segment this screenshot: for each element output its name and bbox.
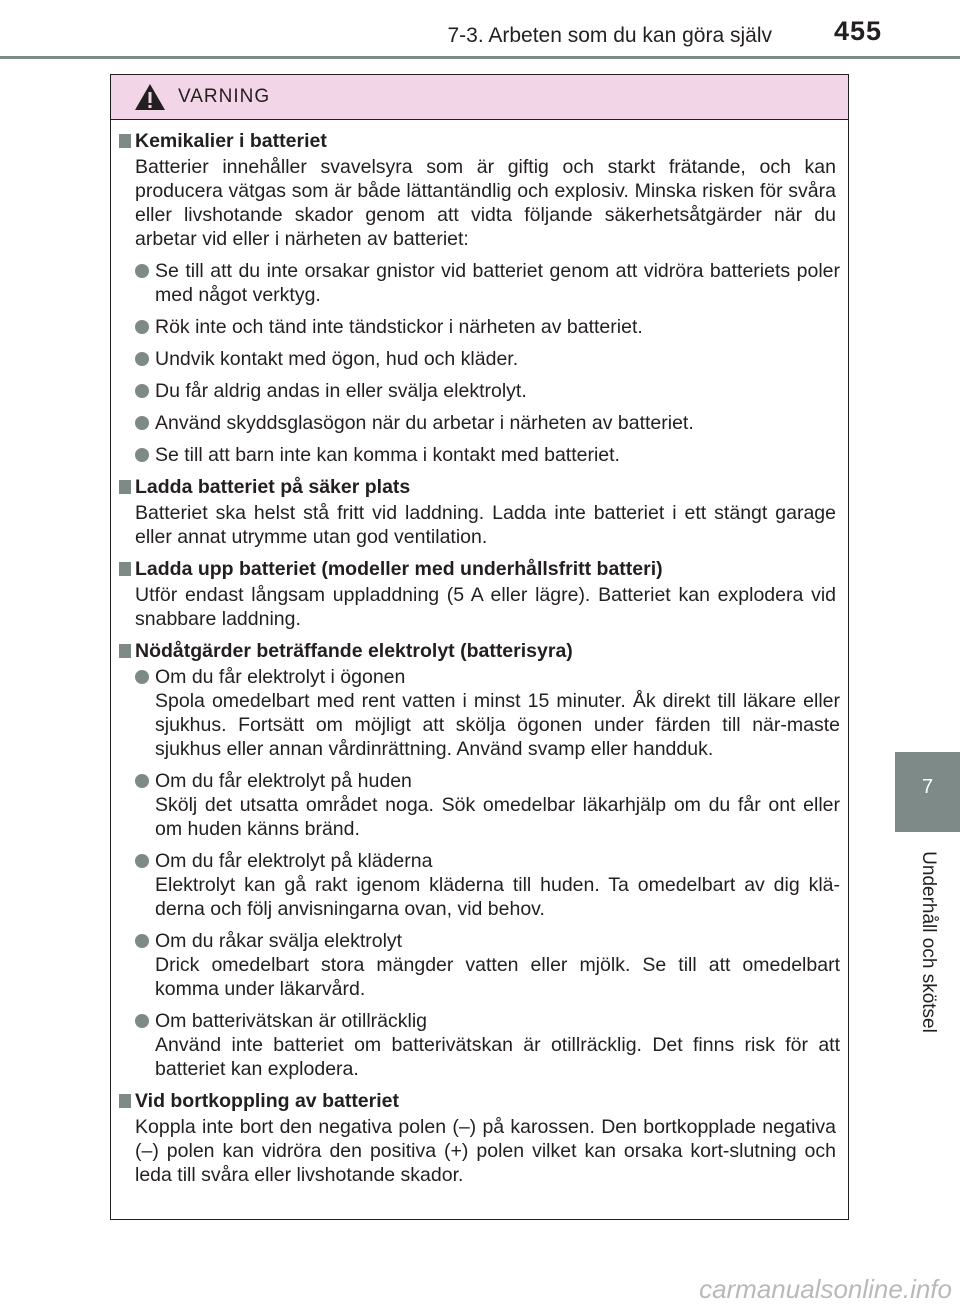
page-number: 455: [833, 16, 882, 46]
list-item-heading: Om batterivätskan är otillräcklig: [155, 1010, 428, 1032]
warning-header: [111, 75, 848, 120]
section-heading: [111, 129, 848, 153]
section-heading-text: Ladda batteriet på säker plats: [135, 476, 411, 498]
section-heading-text: Nödåtgärder beträffande elektrolyt (batterisyra): [135, 640, 573, 662]
section-heading-text: Kemikalier i batteriet: [135, 130, 327, 152]
square-bullet-icon: [119, 480, 131, 494]
list-item-heading: Om du får elektrolyt på kläderna: [155, 850, 433, 872]
square-bullet-icon: [119, 1094, 131, 1108]
list-item: [111, 665, 848, 761]
circle-bullet-icon: [135, 384, 149, 398]
circle-bullet-icon: [135, 352, 149, 366]
list-item-heading: Om du får elektrolyt i ögonen: [155, 666, 406, 688]
list-item-text: Du får aldrig andas in eller svälja elektrolyt.: [155, 380, 527, 402]
section-emergency: [111, 639, 848, 1081]
section-heading: [111, 475, 848, 499]
list-item: [111, 315, 848, 339]
list-item-text: Elektrolyt kan gå rakt igenom kläderna till huden. Ta omedelbart av dig klä-derna och följ anvisningarna ovan, vid behov.: [155, 874, 840, 920]
circle-bullet-icon: [135, 774, 149, 788]
section-safe-charging: [111, 475, 848, 549]
list-item: [111, 379, 848, 403]
section-heading: [111, 557, 848, 581]
list-item: [111, 443, 848, 467]
list-item: [111, 259, 848, 307]
section-heading: [111, 1089, 848, 1113]
list-item-text: Använd inte batteriet om batterivätskan är otillräcklig. Det finns risk för att batteriet kan explodera.: [155, 1034, 840, 1080]
page-header: [0, 0, 960, 60]
list-item-text: Använd skyddsglasögon när du arbetar i närheten av batteriet.: [155, 412, 694, 434]
square-bullet-icon: [119, 134, 131, 148]
list-item: [111, 411, 848, 435]
section-title: 7-3. Arbeten som du kan göra själv: [447, 24, 772, 47]
list-item: [111, 347, 848, 371]
section-heading-text: Ladda upp batteriet (modeller med underhållsfritt batteri): [135, 558, 663, 580]
chapter-number: 7: [921, 776, 934, 798]
list-item-text: Rök inte och tänd inte tändstickor i närheten av batteriet.: [155, 316, 643, 338]
list-item-heading: Om du råkar svälja elektrolyt: [155, 930, 403, 952]
section-paragraph: Batteriet ska helst stå fritt vid laddning. Ladda inte batteriet i ett stängt garage eller annat utrymme utan god ventilation.: [135, 502, 836, 548]
watermark: carmanualsonline.info: [699, 1274, 952, 1304]
section-maintenance-free: [111, 557, 848, 631]
list-item-text: Se till att barn inte kan komma i kontakt med batteriet.: [155, 444, 620, 466]
chapter-label: Underhåll och skötsel: [917, 851, 939, 1033]
circle-bullet-icon: [135, 670, 149, 684]
warning-triangle-icon: [134, 83, 166, 111]
list-item: [111, 769, 848, 841]
list-item: [111, 1009, 848, 1081]
section-paragraph: Utför endast långsam uppladdning (5 A eller lägre). Batteriet kan explodera vid snabbare laddning.: [135, 584, 836, 630]
section-disconnect: [111, 1089, 848, 1187]
circle-bullet-icon: [135, 264, 149, 278]
circle-bullet-icon: [135, 854, 149, 868]
circle-bullet-icon: [135, 320, 149, 334]
square-bullet-icon: [119, 562, 131, 576]
circle-bullet-icon: [135, 934, 149, 948]
list-item: [111, 849, 848, 921]
section-heading-text: Vid bortkoppling av batteriet: [135, 1090, 400, 1112]
warning-content: [111, 129, 848, 1195]
section-chemicals: [111, 129, 848, 467]
section-heading: [111, 639, 848, 663]
warning-box: [110, 74, 849, 1220]
circle-bullet-icon: [135, 1014, 149, 1028]
circle-bullet-icon: [135, 416, 149, 430]
section-paragraph: Batterier innehåller svavelsyra som är giftig och starkt frätande, och kan producera vätgas som är både lättantändlig och explosiv. Minska risken för svåra eller livshotande skador genom att vidta följande säkerhetsåtgärder när du arbetar vid eller i närheten av batteriet:: [135, 156, 836, 250]
list-item-text: Undvik kontakt med ögon, hud och kläder.: [155, 348, 519, 370]
list-item-text: Drick omedelbart stora mängder vatten eller mjölk. Se till att omedelbart komma under läkarvård.: [155, 954, 840, 1000]
chapter-tab: [895, 752, 960, 832]
list-item-text: Skölj det utsatta området noga. Sök omedelbar läkarhjälp om du får ont eller om huden känns bränd.: [155, 794, 840, 840]
circle-bullet-icon: [135, 448, 149, 462]
warning-title: VARNING: [178, 86, 271, 107]
chapter-label-bar: [895, 832, 960, 1052]
list-item-text: Se till att du inte orsakar gnistor vid batteriet genom att vidröra batteriets poler med något verktyg.: [155, 260, 840, 306]
list-item: [111, 929, 848, 1001]
header-rule: [0, 56, 960, 59]
list-item-heading: Om du får elektrolyt på huden: [155, 770, 412, 792]
section-paragraph: Koppla inte bort den negativa polen (–) på karossen. Den bortkopplade negativa (–) polen kan vidröra den positiva (+) polen vilket kan orsaka kort-slutning och leda till svåra eller livshotande skador.: [135, 1116, 836, 1186]
square-bullet-icon: [119, 644, 131, 658]
list-item-text: Spola omedelbart med rent vatten i minst 15 minuter. Åk direkt till läkare eller sjukhus. Fortsätt om möjligt att skölja ögonen under färden till när-maste sjukhus eller annan vårdinrättning. Använd svamp eller handduk.: [155, 690, 840, 760]
